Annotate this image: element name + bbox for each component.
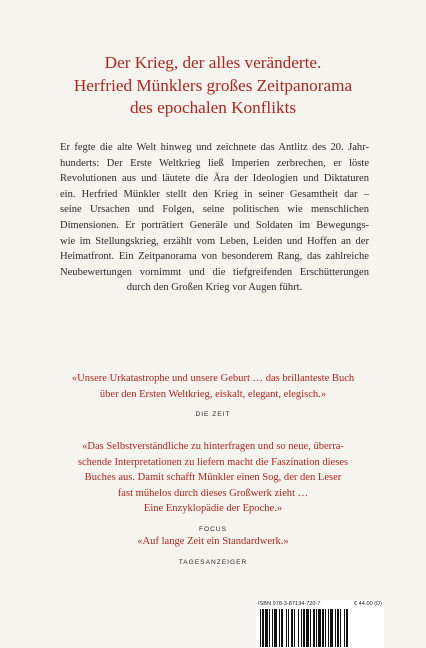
barcode-label <box>256 600 384 648</box>
price-text: € 44.00 (D) <box>354 601 382 607</box>
isbn-text: ISBN 978-3-87134-720-7 <box>258 601 321 607</box>
quote-line: «Unsere Urkatastrophe und unsere Geburt … das brillanteste Buch <box>71 373 355 384</box>
quote-line: Eine Enzyklopädie der Epoche.» <box>143 503 283 515</box>
blurb-line: hunderts: Der Erste Weltkrieg ließ Imperien zerbrechen, er löste <box>60 157 369 169</box>
blurb-line: ein. Herfried Münkler stellt den Krieg in seiner Gesamtheit dar – <box>60 188 369 200</box>
blurb-line: seine Ursachen und Folgen, seine politischen wie menschlichen <box>60 204 369 216</box>
blurb-line: Dimensionen. Er porträtiert Generäle und Soldaten im Bewegungs- <box>60 219 369 231</box>
blurb-line: Er fegte die alte Welt hinweg und zeichnete das Antlitz des 20. Jahr- <box>60 142 369 153</box>
quote-line: über den Ersten Weltkrieg, eiskalt, elegant, elegisch.» <box>99 388 327 400</box>
blurb-line: wie im Stellungskrieg, erzählt vom Leben, Leiden und Hoffen an der <box>60 235 369 247</box>
quote-source: TAGESANZEIGER <box>178 558 248 566</box>
headline-line: Herfried Münklers großes Zeitpanorama <box>73 75 353 95</box>
barcode-icon <box>256 608 384 648</box>
review-quote-zeit <box>40 371 386 423</box>
quote-source: FOCUS <box>198 525 228 533</box>
headline-line: des epochalen Konflikts <box>129 98 297 117</box>
blurb-paragraph <box>60 140 369 296</box>
quote-line: schende Interpretationen zu liefern macht die Faszination dieses <box>77 456 349 468</box>
quote-line: «Das Selbstverständliche zu hinterfragen und so neue, überra- <box>82 441 344 452</box>
blurb-line: Neubewertungen vornimmt und die tiefgreifenden Erschütterungen <box>60 266 369 278</box>
review-quote-focus <box>40 439 386 538</box>
blurb-line: Revolutionen aus und läutete die Ära der Ideologien und Diktaturen <box>60 173 369 185</box>
quote-line: «Auf lange Zeit ein Standardwerk.» <box>137 536 289 547</box>
blurb-line: durch den Großen Krieg vor Augen führt. <box>126 282 303 294</box>
headline <box>0 52 426 120</box>
quote-line: Buches aus. Damit schafft Münkler einen Sog, der den Leser <box>84 472 342 484</box>
review-quote-tagesanzeiger <box>40 534 386 570</box>
quote-source: DIE ZEIT <box>195 411 231 419</box>
quote-line: fast mühelos durch dieses Großwerk zieht … <box>117 487 309 499</box>
blurb-line: Heimatfront. Ein Zeitpanorama von besonderem Rang, das zahlreiche <box>60 251 369 263</box>
headline-line: Der Krieg, der alles veränderte. <box>104 53 322 72</box>
